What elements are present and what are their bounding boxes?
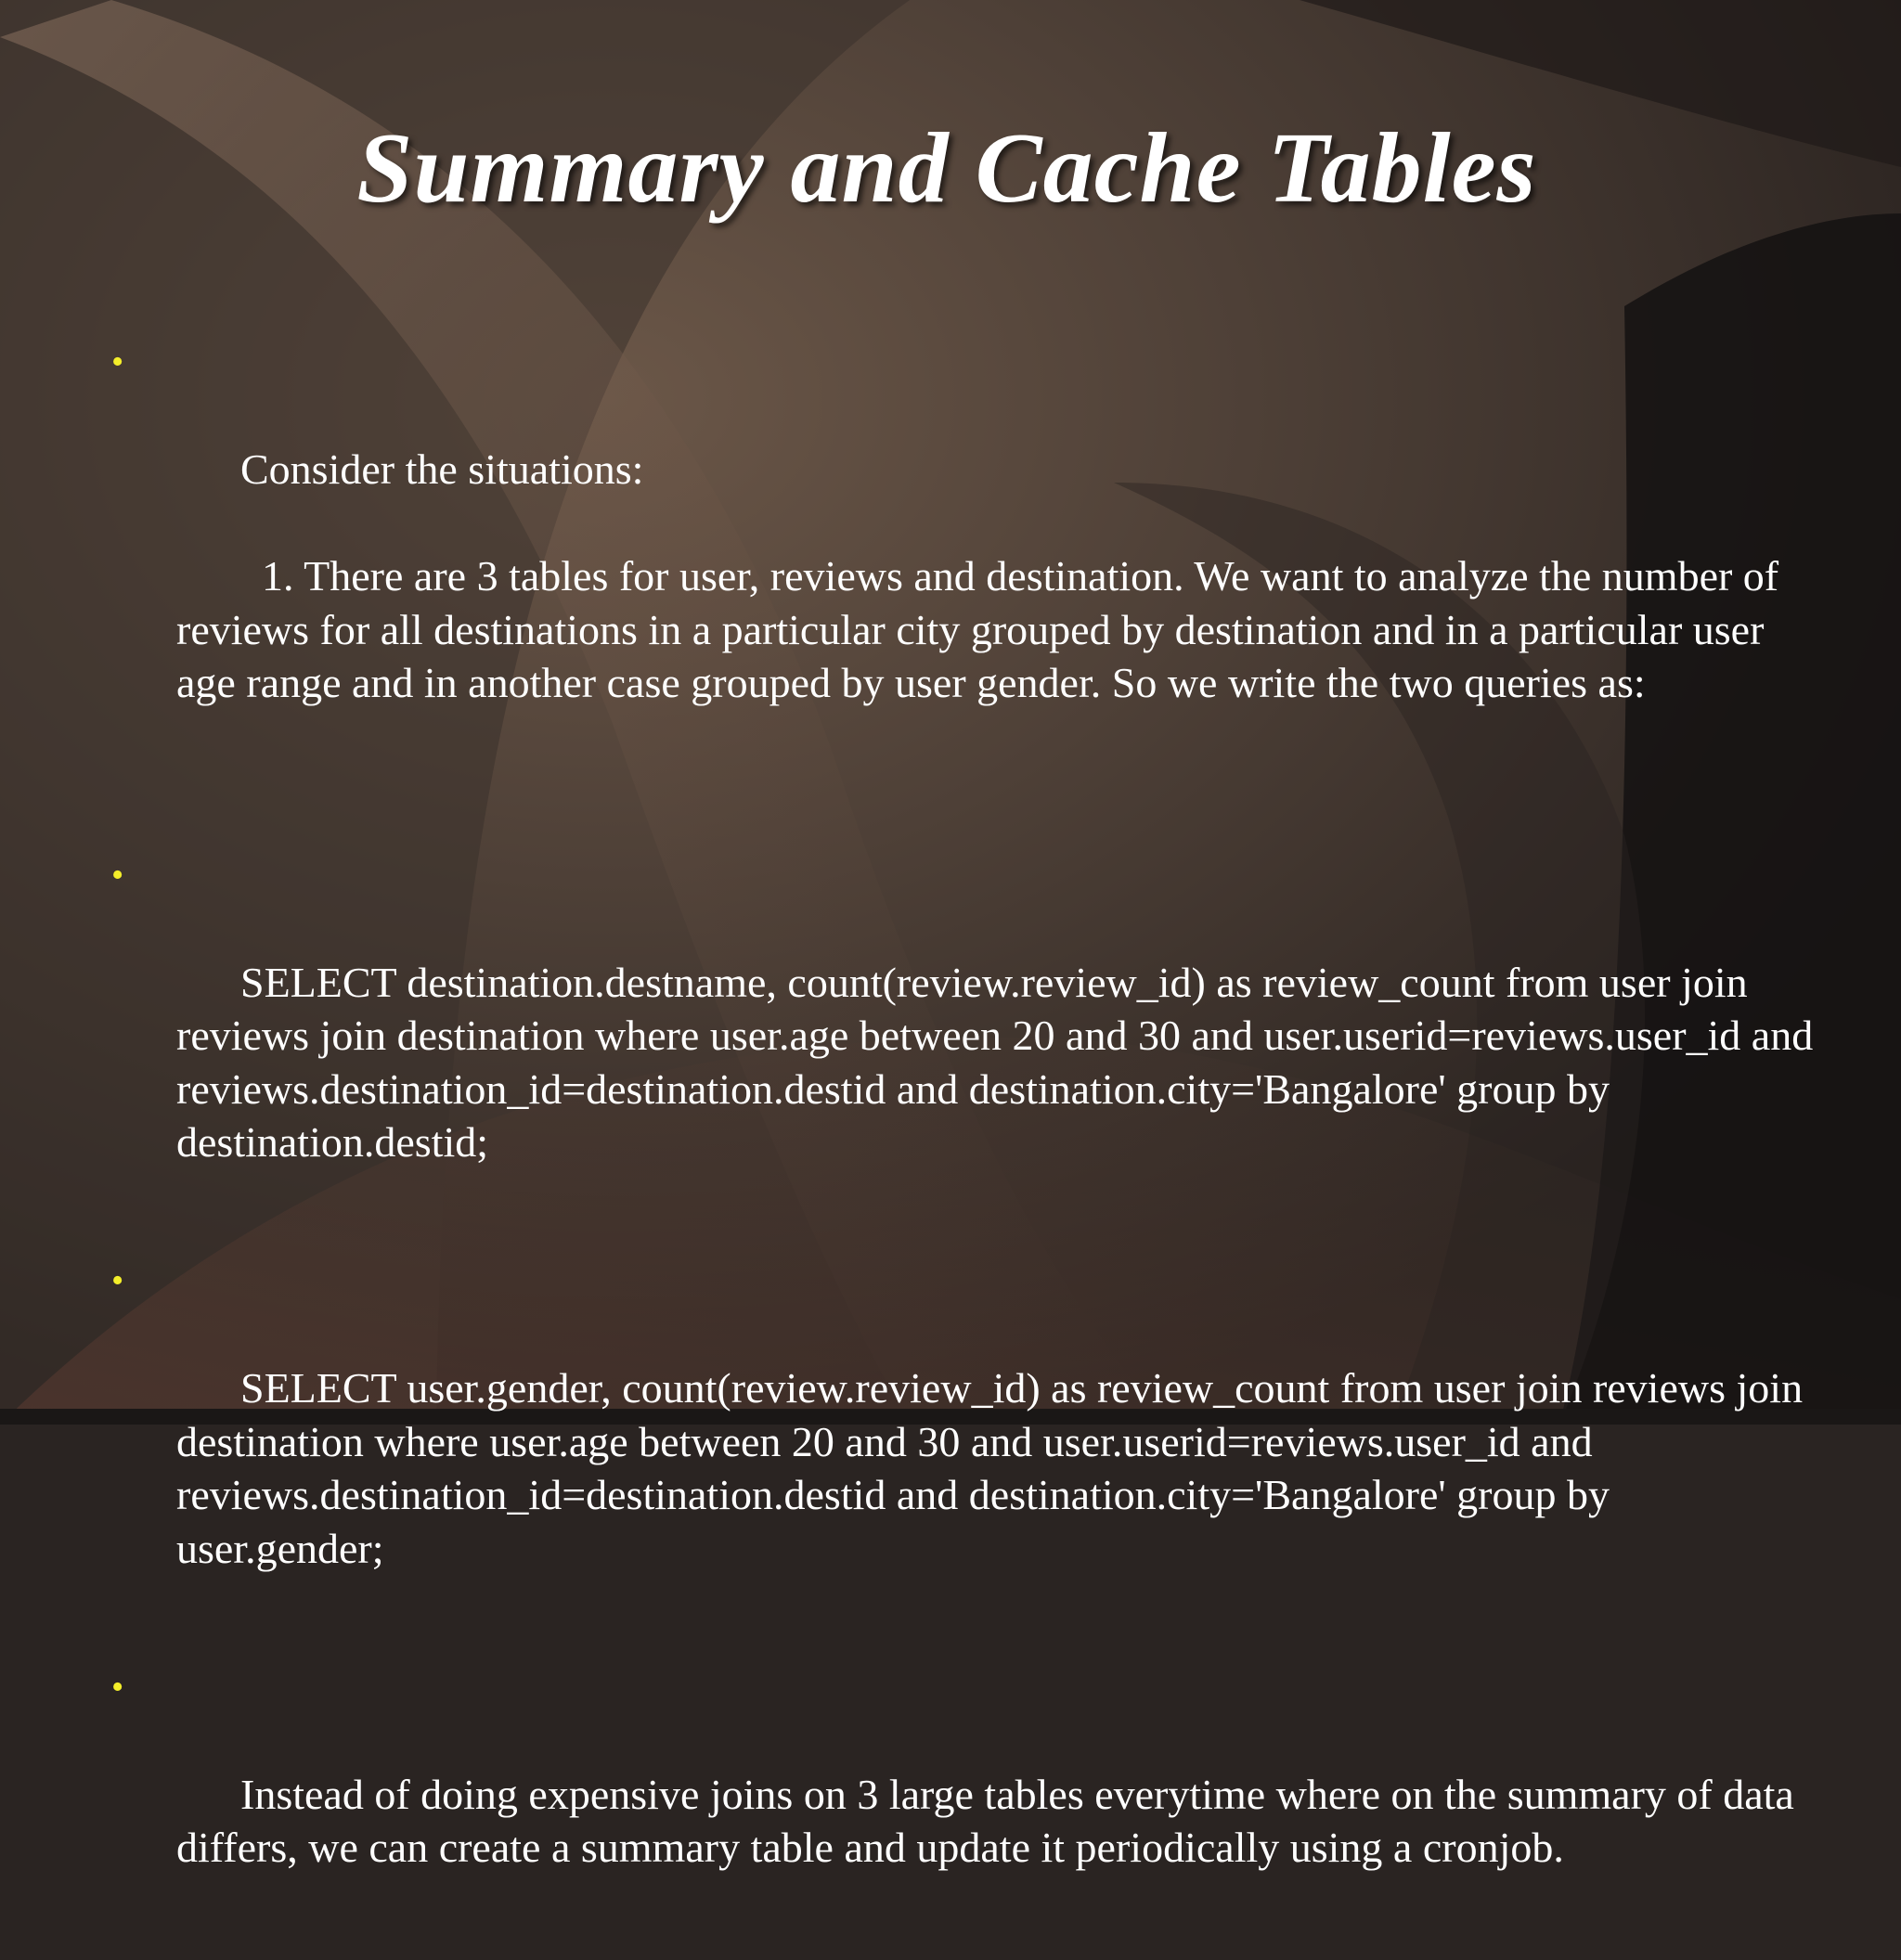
slide-title: Summary and Cache Tables [356, 113, 1537, 224]
sub-item-text: 1. There are 3 tables for user, reviews and destination. We want to analyze the number of reviews for all destinations in a particular city grouped by destination and in a particular user age range and in another case grouped by user gender. So we write the two queries as: [176, 552, 1790, 706]
bullet-text: SELECT destination.destname, count(review.review_id) as review_count from user join reviews join destination where user.age between 20 and 30 and user.userid=reviews.user_id and reviews.destination_id=destination.destid and destination.city='Bangalore' group by destination.destid; [176, 958, 1824, 1166]
bullet-item-summary-table [110, 1661, 1827, 1928]
bullet-item-situations [110, 336, 1827, 817]
bullet-list [110, 336, 1827, 1960]
bullet-marker: • [111, 1261, 124, 1300]
bullet-marker: • [111, 1667, 124, 1707]
sub-item-scenario [176, 549, 1827, 710]
bullet-item-query-gender [110, 1255, 1827, 1629]
bullet-text: SELECT user.gender, count(review.review_id) as review_count from user join reviews join destination where user.age between 20 and 30 and user.userid=reviews.user_id and reviews.destination_id=destination.destid and destination.city='Bangalore' group by user.gender; [176, 1364, 1814, 1572]
bullet-item-query-destination [110, 849, 1827, 1223]
bullet-text: Consider the situations: [240, 445, 644, 493]
bullet-marker: • [111, 855, 124, 895]
bullet-marker: • [111, 342, 124, 381]
bullet-text: Instead of doing expensive joins on 3 large tables everytime where on the summary of data differs, we can create a summary table and update it periodically using a cronjob. [176, 1770, 1805, 1871]
